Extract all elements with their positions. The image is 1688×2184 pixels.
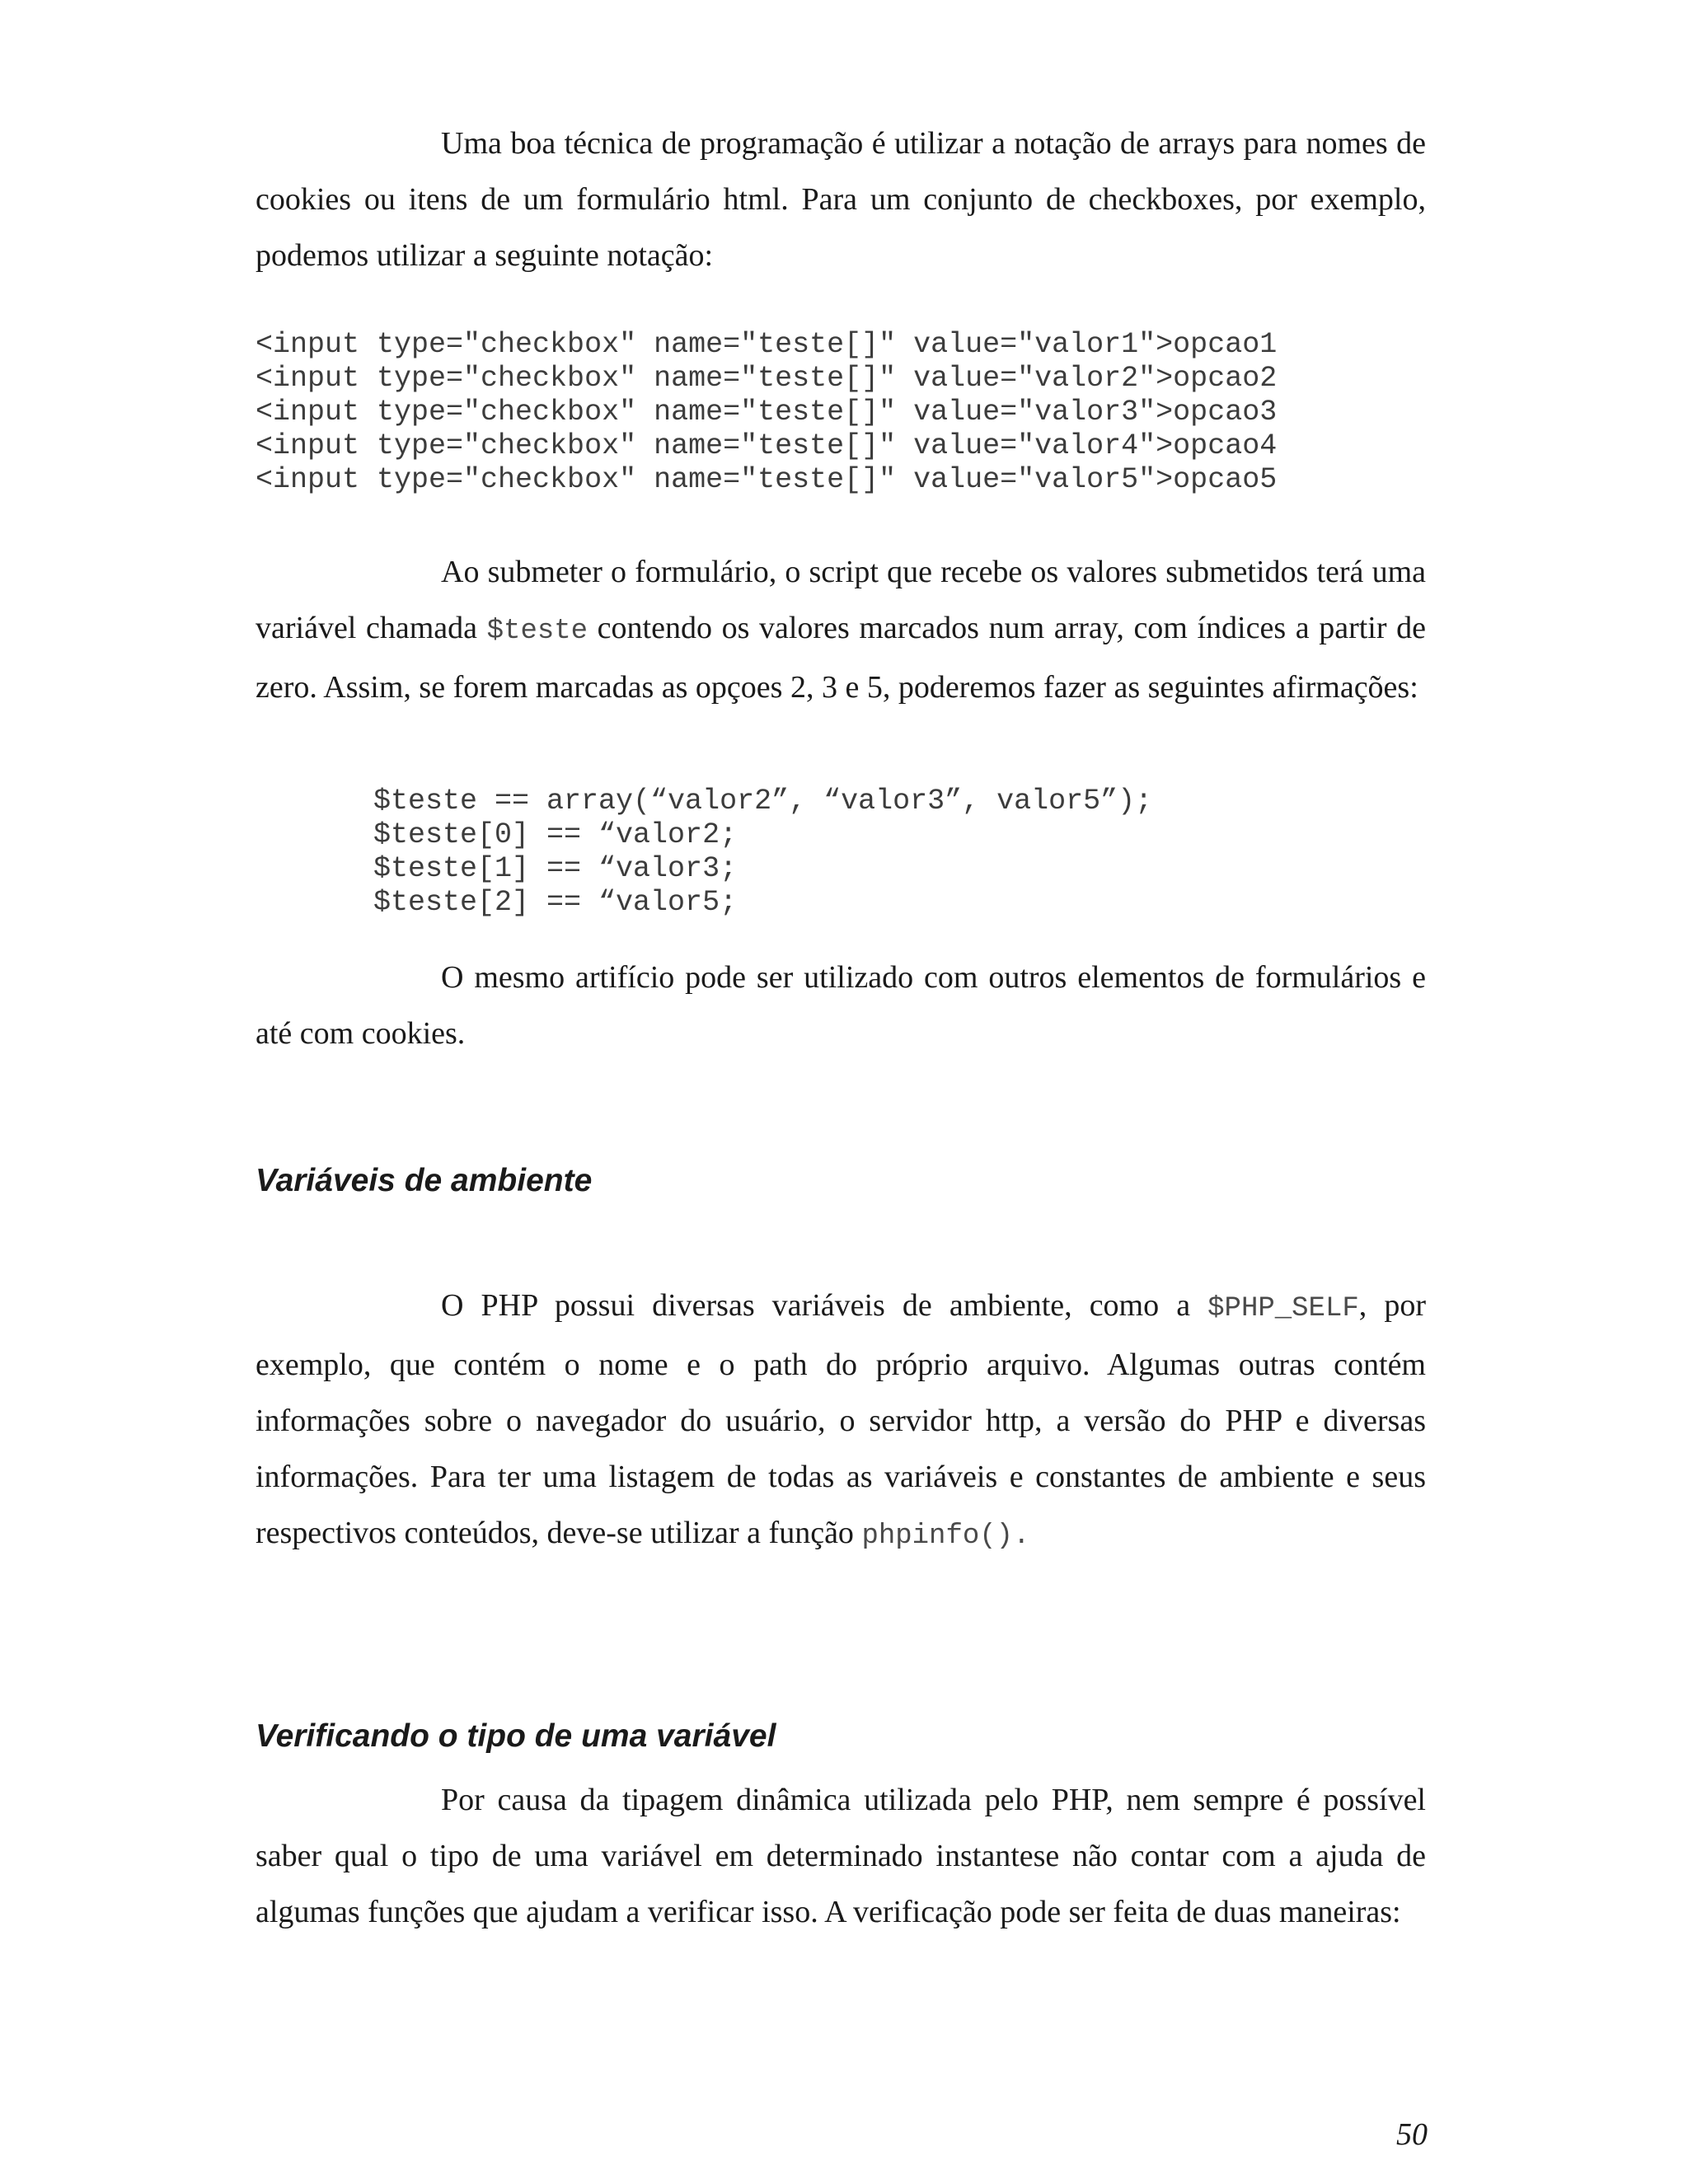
env-text-before: O PHP possui diversas variáveis de ambiente, como a bbox=[441, 1288, 1208, 1323]
type-heading-block bbox=[256, 1716, 1426, 1757]
same-text: O mesmo artifício pode ser utilizado com outros elementos de formulários e até com cookies. bbox=[256, 960, 1426, 1051]
type-text: Por causa da tipagem dinâmica utilizada pelo PHP, nem sempre é possível saber qual o tipo de uma variável em determinado instantese não contar com a ajuda de algumas funções que ajudam a verificar isso. A verificação pode ser feita de duas maneiras: bbox=[256, 1783, 1426, 1929]
intro-paragraph-block bbox=[256, 115, 1426, 284]
checkbox-code bbox=[256, 328, 1426, 497]
teste-variable-code: $teste bbox=[486, 616, 588, 647]
type-paragraph bbox=[256, 1772, 1426, 1940]
code-line: <input type="checkbox" name="teste[]" value="valor2">opcao2 bbox=[256, 362, 1278, 395]
array-code-block bbox=[373, 785, 1420, 920]
env-paragraph bbox=[256, 1277, 1426, 1564]
page-number: 50 bbox=[1396, 2117, 1428, 2152]
array-code bbox=[373, 785, 1420, 920]
submit-text-before: Ao submeter o formulário, o script que recebe os valores submetidos terá uma variável chamada bbox=[256, 555, 1426, 645]
env-paragraph-block bbox=[256, 1277, 1426, 1564]
code-line: $teste[0] == “valor2; bbox=[373, 818, 738, 851]
same-paragraph bbox=[256, 949, 1426, 1062]
phpinfo-code: phpinfo(). bbox=[861, 1521, 1030, 1552]
code-line: $teste == array(“valor2”, “valor3”, valor5”); bbox=[373, 785, 1153, 818]
section-heading: Variáveis de ambiente bbox=[256, 1163, 593, 1198]
same-paragraph-block bbox=[256, 949, 1426, 1062]
code-line: <input type="checkbox" name="teste[]" value="valor5">opcao5 bbox=[256, 463, 1278, 496]
submit-paragraph bbox=[256, 544, 1426, 715]
section-heading: Verificando o tipo de uma variável bbox=[256, 1718, 776, 1754]
submit-text-after: contendo os valores marcados num array, com índices a partir de zero. Assim, se forem marcadas as opçoes 2, 3 e 5, poderemos fazer as seguintes afirmações: bbox=[256, 611, 1427, 705]
code-line: $teste[2] == “valor5; bbox=[373, 886, 738, 919]
code-line: <input type="checkbox" name="teste[]" value="valor4">opcao4 bbox=[256, 429, 1278, 462]
code-line: <input type="checkbox" name="teste[]" value="valor3">opcao3 bbox=[256, 396, 1278, 429]
submit-paragraph-block bbox=[256, 544, 1426, 715]
code-line: <input type="checkbox" name="teste[]" value="valor1">opcao1 bbox=[256, 328, 1278, 361]
intro-text: Uma boa técnica de programação é utilizar a notação de arrays para nomes de cookies ou itens de um formulário html. Para um conjunto de checkboxes, por exemplo, podemos utilizar a seguinte notação: bbox=[256, 126, 1426, 273]
env-heading-block bbox=[256, 1160, 1426, 1202]
type-paragraph-block bbox=[256, 1772, 1426, 1940]
php-self-code: $PHP_SELF bbox=[1207, 1293, 1359, 1324]
code-line: $teste[1] == “valor3; bbox=[373, 852, 738, 885]
intro-paragraph bbox=[256, 115, 1426, 284]
checkbox-code-block bbox=[256, 328, 1426, 497]
env-text-middle: , por exemplo, que contém o nome e o path do próprio arquivo. Algumas outras contém informações sobre o navegador do usuário, o servidor http, a versão do PHP e diversas informações. Para ter uma listagem de todas as variáveis e constantes de ambiente e seus respectivos conteúdos, deve-se utilizar a função bbox=[256, 1288, 1427, 1550]
